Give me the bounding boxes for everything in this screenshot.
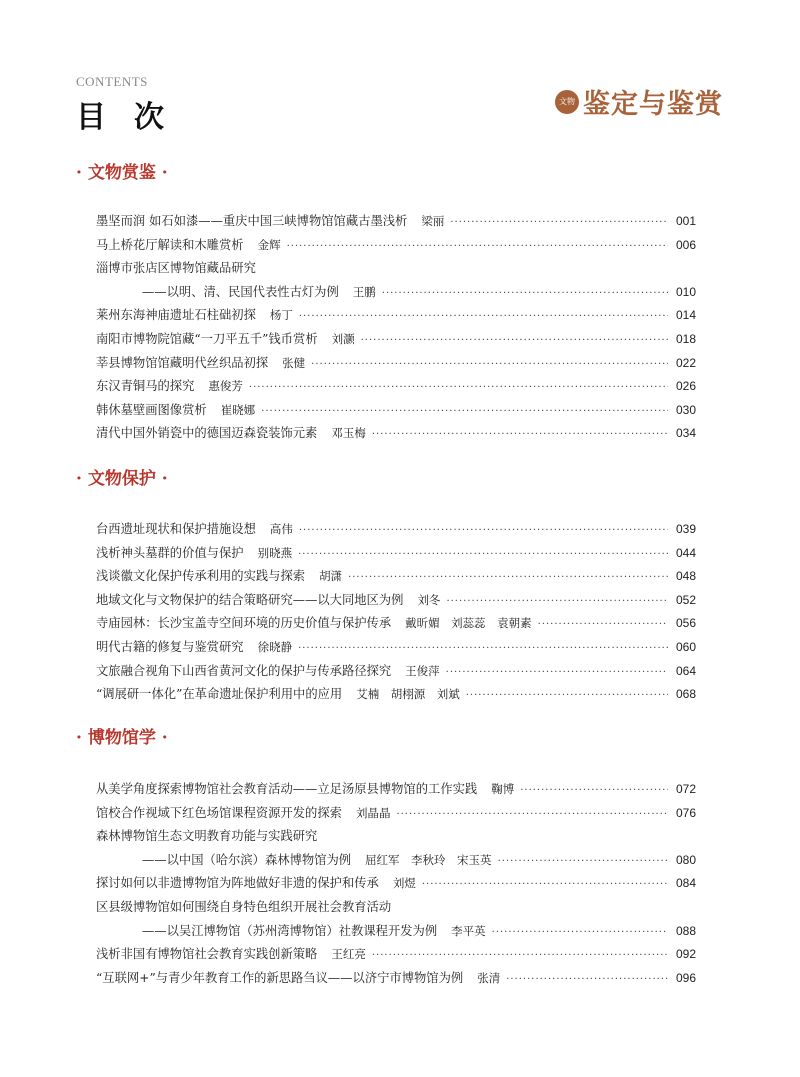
- entry-author: 王鹏: [352, 284, 376, 299]
- entry-subtitle: ——以中国（哈尔滨）森林博物馆为例: [142, 852, 352, 867]
- entry-author: 刘煜: [392, 876, 416, 891]
- entry-page: 076: [675, 805, 696, 820]
- entry-subtitle: ——以吴江博物馆（苏州湾博物馆）社教课程开发为例: [142, 923, 438, 938]
- entry-author: 张清: [477, 970, 501, 985]
- toc-entry-title-line[interactable]: 区县级博物馆如何围绕自身特色组织开展社会教育活动: [96, 899, 392, 914]
- entry-author: 金辉: [257, 237, 281, 252]
- toc-entry[interactable]: [76, 542, 696, 566]
- entry-page: 034: [675, 426, 696, 441]
- entry-author: 李平英: [451, 923, 486, 938]
- entry-author: 邓玉梅: [331, 426, 366, 441]
- toc-entry[interactable]: [76, 518, 696, 542]
- dot-leader: [372, 944, 668, 968]
- entry-title: “互联网+”与青少年教育工作的新思路刍议——以济宁市博物馆为例: [96, 970, 464, 985]
- dot-leader: [311, 353, 668, 377]
- toc-entry[interactable]: [76, 920, 696, 944]
- entry-page: 018: [675, 331, 696, 346]
- dot-leader: [298, 637, 668, 661]
- entry-page: 056: [675, 616, 696, 631]
- seal-icon: 文物: [555, 90, 579, 114]
- toc-entry[interactable]: [76, 281, 696, 305]
- toc-entry[interactable]: [76, 589, 696, 613]
- dot-leader: [450, 211, 668, 235]
- entry-title: 馆校合作视域下红色场馆课程资源开发的探索: [96, 805, 342, 820]
- entry-page: 001: [675, 214, 696, 228]
- dot-leader: [492, 921, 668, 945]
- entry-author: 王红亮: [331, 947, 366, 962]
- toc-entry[interactable]: [76, 683, 696, 707]
- entry-page: 039: [675, 522, 696, 536]
- entry-author: 刘灏: [331, 331, 355, 346]
- toc-entry[interactable]: [76, 636, 696, 660]
- journal-name: 鉴定与鉴赏: [583, 89, 723, 120]
- entry-title: 从美学角度探索博物馆社会教育活动——立足汤原县博物馆的工作实践: [96, 782, 478, 796]
- entry-title: 探讨如何以非遗博物馆为阵地做好非遗的保护和传承: [96, 876, 379, 891]
- entry-author: 王俊萍: [405, 663, 440, 678]
- journal-logo: [555, 82, 723, 121]
- entry-author: 艾楠 胡栩源 刘斌: [356, 687, 460, 702]
- entry-author: 高伟: [269, 522, 293, 536]
- entry-author: 别晓燕: [257, 545, 293, 560]
- dot-leader: [287, 235, 668, 259]
- dot-leader: [372, 423, 668, 447]
- entry-title: 东汉青铜马的探究: [96, 379, 195, 394]
- entry-author: 崔晓娜: [220, 402, 256, 417]
- section-heading: · 文物赏鉴 ·: [76, 163, 168, 183]
- entry-author: 鞠博: [491, 782, 515, 796]
- entry-page: 030: [675, 402, 696, 417]
- entry-title: 寺庙园林：长沙宝盖寺空间环境的历史价值与保护传承: [96, 616, 392, 631]
- toc-entry-title-line[interactable]: 森林博物馆生态文明教育功能与实践研究: [96, 829, 318, 844]
- dot-leader: [348, 566, 668, 590]
- entry-page: 096: [675, 970, 696, 985]
- entry-page: 010: [675, 284, 696, 299]
- toc-entry[interactable]: [76, 399, 696, 423]
- entry-page: 022: [675, 355, 696, 370]
- entry-title: 明代古籍的修复与鉴赏研究: [96, 639, 244, 654]
- dot-leader: [446, 590, 668, 614]
- entry-page: 048: [675, 569, 696, 584]
- section-artifact-protection: [76, 468, 696, 707]
- dot-leader: [520, 779, 668, 803]
- toc-entry[interactable]: [76, 375, 696, 399]
- toc-entry[interactable]: [76, 565, 696, 589]
- section-heading: · 博物馆学 ·: [76, 728, 168, 748]
- entry-subtitle: ——以明、清、民国代表性古灯为例: [142, 284, 339, 299]
- entry-page: 068: [675, 687, 696, 702]
- section-artifact-appreciation: [76, 162, 696, 446]
- entry-page: 052: [675, 592, 696, 607]
- toc-entry[interactable]: [76, 612, 696, 636]
- toc-entry[interactable]: [76, 802, 696, 826]
- toc-entry[interactable]: [76, 210, 696, 234]
- entry-page: 044: [675, 545, 696, 560]
- entry-page: 014: [675, 308, 696, 323]
- toc-entry[interactable]: [76, 328, 696, 352]
- dot-leader: [446, 661, 668, 685]
- entry-page: 088: [675, 923, 696, 938]
- entry-title: 韩休墓壁画图像赏析: [96, 402, 207, 417]
- entry-title: “调展研一体化”在革命遗址保护利用中的应用: [96, 687, 343, 702]
- dot-leader: [466, 684, 668, 708]
- dot-leader: [538, 613, 668, 637]
- entry-page: 080: [675, 852, 696, 867]
- entry-title: 文旅融合视角下山西省黄河文化的保护与传承路径探究: [96, 663, 392, 678]
- entry-author: 戴昕媚 刘蕊蕊 袁朝素: [405, 616, 532, 631]
- entry-title: 清代中国外销瓷中的德国迈森瓷装饰元素: [96, 426, 318, 441]
- entry-author: 刘晶晶: [355, 805, 391, 820]
- toc-entry[interactable]: [76, 422, 696, 446]
- contents-label: CONTENTS: [76, 74, 148, 89]
- entry-title: 浅析神头墓群的价值与保护: [96, 545, 244, 560]
- entry-title: 南阳市博物院馆藏“一刀平五千”钱币赏析: [96, 331, 318, 346]
- dot-leader: [382, 282, 668, 306]
- entry-title: 浅谈徽文化保护传承利用的实践与探索: [96, 569, 306, 584]
- entry-page: 072: [675, 782, 696, 796]
- entry-page: 064: [675, 663, 696, 678]
- entry-page: 092: [675, 947, 696, 962]
- section-museology: [76, 727, 696, 990]
- dot-leader: [261, 400, 668, 424]
- entry-author: 屈红军 李秋玲 宋玉英: [365, 852, 492, 867]
- toc-entry[interactable]: [76, 234, 696, 258]
- toc-entry[interactable]: [76, 778, 696, 802]
- toc-entry[interactable]: [76, 943, 696, 967]
- entry-title: 地域文化与文物保护的结合策略研究——以大同地区为例: [96, 592, 404, 607]
- section-heading: · 文物保护 ·: [76, 469, 168, 489]
- entry-author: 胡潇: [319, 569, 343, 584]
- toc-entry[interactable]: [76, 352, 696, 376]
- entry-title: 莘县博物馆馆藏明代丝织品初探: [96, 355, 269, 370]
- entry-page: 060: [675, 639, 696, 654]
- entry-author: 刘冬: [417, 592, 441, 607]
- entry-page: 006: [675, 237, 696, 252]
- entry-author: 杨丁: [269, 308, 293, 323]
- entry-title: 莱州东海神庙遗址石柱础初探: [96, 308, 256, 323]
- dot-leader: [249, 376, 668, 400]
- dot-leader: [299, 519, 668, 543]
- entry-author: 张健: [282, 355, 306, 370]
- toc-entry[interactable]: [76, 872, 696, 896]
- entry-title: 浅析非国有博物馆社会教育实践创新策略: [96, 947, 318, 962]
- dot-leader: [396, 803, 668, 827]
- toc-entry[interactable]: [76, 849, 696, 873]
- toc-entry[interactable]: [76, 304, 696, 328]
- toc-entry[interactable]: [76, 967, 696, 991]
- page-title: 目次: [76, 100, 192, 135]
- toc-entry-title-line[interactable]: 淄博市张店区博物馆藏品研究: [96, 261, 256, 276]
- dot-leader: [299, 305, 668, 329]
- entry-title: 马上桥花厅解读和木雕赏析: [96, 237, 244, 252]
- entry-page: 084: [675, 876, 696, 891]
- dot-leader: [361, 329, 668, 353]
- entry-author: 惠俊芳: [208, 379, 243, 394]
- entry-author: 梁丽: [421, 214, 445, 228]
- entry-page: 026: [675, 379, 696, 394]
- entry-title: 墨坚而润 如石如漆——重庆中国三峡博物馆馆藏古墨浅析: [96, 214, 408, 228]
- entry-title: 台西遗址现状和保护措施设想: [96, 522, 256, 536]
- dot-leader: [422, 873, 668, 897]
- dot-leader: [298, 543, 668, 567]
- dot-leader: [498, 850, 668, 874]
- toc-entry[interactable]: [76, 660, 696, 684]
- dot-leader: [506, 968, 668, 992]
- entry-author: 徐晓静: [257, 639, 293, 654]
